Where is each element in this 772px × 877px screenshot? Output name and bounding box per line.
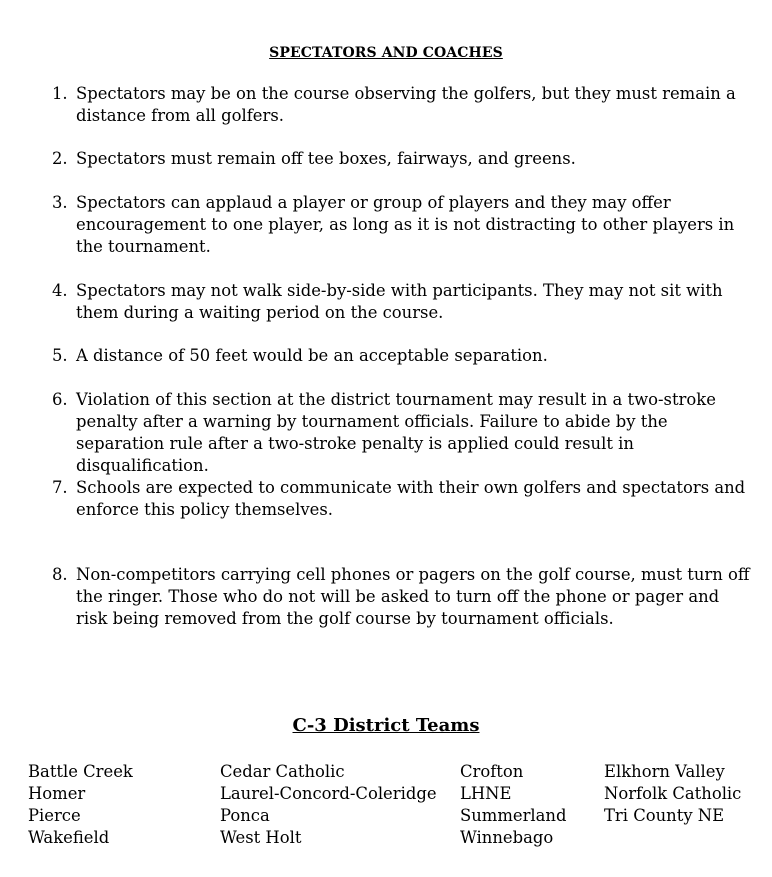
teams-column [220,761,437,849]
rule-text: Spectators may not walk side-by-side with participants. They may not sit with them during a waiting period on the course. [76,281,723,322]
rule-number: 3. [52,193,68,212]
team-name: Battle Creek [28,762,133,781]
rule-number: 8. [52,565,68,584]
rule-text: Spectators must remain off tee boxes, fairways, and greens. [76,149,576,168]
teams-column [460,761,566,849]
team-name: Laurel-Concord-Coleridge [220,784,437,803]
team-name: LHNE [460,784,512,803]
team-name: West Holt [220,828,302,847]
teams-column [604,761,741,827]
rule-item [52,477,752,521]
team-name: Tri County NE [604,806,725,825]
rule-item [52,192,752,258]
teams-column [28,761,133,849]
rule-text: Spectators may be on the course observing the golfers, but they must remain a distance from all golfers. [76,84,736,125]
rule-text: Violation of this section at the district tournament may result in a two-stroke penalty after a warning by tournament officials. Failure to abide by the separation rule after a two-stroke penalty is applied could result in disqualification. [76,390,716,475]
rule-item [52,148,752,170]
team-name: Elkhorn Valley [604,762,725,781]
team-name: Ponca [220,806,270,825]
teams-heading: C-3 District Teams [292,715,480,736]
rule-text: Non-competitors carrying cell phones or pagers on the golf course, must turn off the ringer. Those who do not will be asked to turn off the phone or pager and risk being removed from the golf course by tournament officials. [76,565,750,628]
team-name: Winnebago [460,828,554,847]
rule-number: 5. [52,346,68,365]
team-name: Norfolk Catholic [604,784,742,803]
rule-number: 4. [52,281,68,300]
team-name: Homer [28,784,86,803]
team-name: Wakefield [28,828,110,847]
rule-text: A distance of 50 feet would be an acceptable separation. [76,346,548,365]
rule-number: 2. [52,149,68,168]
team-name: Pierce [28,806,81,825]
rule-item [52,83,752,127]
rule-item [52,389,752,477]
rule-number: 1. [52,84,68,103]
rule-number: 7. [52,478,68,497]
rule-item [52,280,752,324]
rule-text: Spectators can applaud a player or group of players and they may offer encouragement to one player, as long as it is not distracting to other players in the tournament. [76,193,735,256]
page-title: SPECTATORS AND COACHES [269,45,503,61]
team-name: Crofton [460,762,524,781]
rule-number: 6. [52,390,68,409]
rule-item [52,345,752,367]
rule-text: Schools are expected to communicate with their own golfers and spectators and enforce this policy themselves. [76,478,746,519]
team-name: Cedar Catholic [220,762,345,781]
rule-item [52,564,752,630]
team-name: Summerland [460,806,567,825]
